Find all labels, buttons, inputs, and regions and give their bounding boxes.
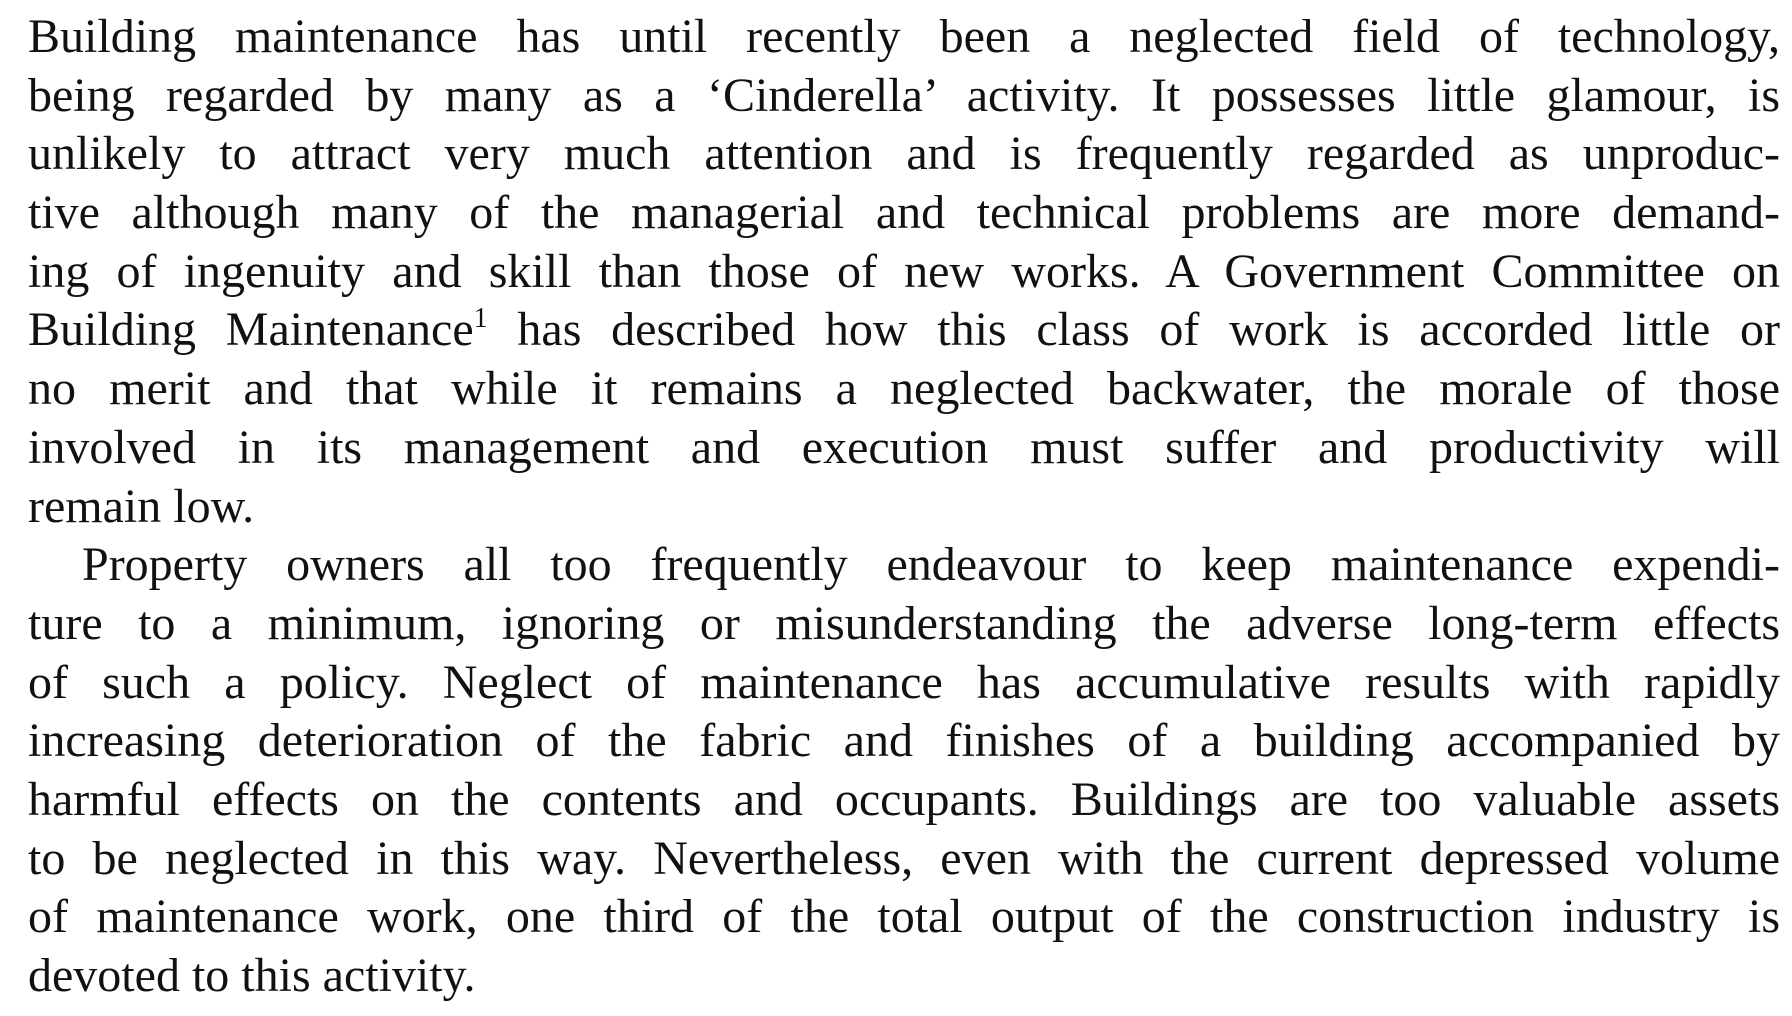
text-line: harmful effects on the contents and occupants. Buildings are too valuable assets — [28, 772, 1780, 826]
paragraph-1 — [28, 8, 1780, 536]
document-page — [28, 8, 1780, 1006]
text-line: no merit and that while it remains a neglected backwater, the morale of those — [28, 362, 1780, 416]
text-line: increasing deterioration of the fabric and finishes of a building accompanied by — [28, 714, 1780, 768]
text-segment: has described how this class of work is accorded little or — [487, 303, 1780, 357]
text-line: Property owners all too frequently endeavour to keep maintenance expendi- — [82, 538, 1780, 592]
text-line: tive although many of the managerial and technical problems are more demand- — [28, 186, 1780, 240]
footnote-marker: 1 — [473, 303, 488, 335]
text-line: being regarded by many as a ‘Cinderella’ activity. It possesses little glamour, is — [28, 68, 1780, 122]
text-line: of maintenance work, one third of the total output of the construction industry is — [28, 890, 1780, 944]
text-line — [28, 301, 1780, 360]
text-segment: Building Maintenance — [28, 303, 474, 357]
text-line: Building maintenance has until recently been a neglected field of technology, — [28, 10, 1780, 63]
text-line: of such a policy. Neglect of maintenance has accumulative results with rapidly — [28, 655, 1780, 709]
text-line: devoted to this activity. — [28, 949, 476, 1002]
text-line: ture to a minimum, ignoring or misunderstanding the adverse long-term effects — [28, 596, 1780, 650]
text-line: to be neglected in this way. Nevertheless, even with the current depressed volume — [28, 831, 1780, 885]
text-line: ing of ingenuity and skill than those of new works. A Government Committee on — [28, 244, 1780, 298]
text-line: remain low. — [28, 479, 255, 533]
text-line: unlikely to attract very much attention and is frequently regarded as unproduc- — [28, 127, 1780, 181]
paragraph-2 — [28, 536, 1780, 1006]
text-line: involved in its management and execution must suffer and productivity will — [28, 420, 1780, 474]
